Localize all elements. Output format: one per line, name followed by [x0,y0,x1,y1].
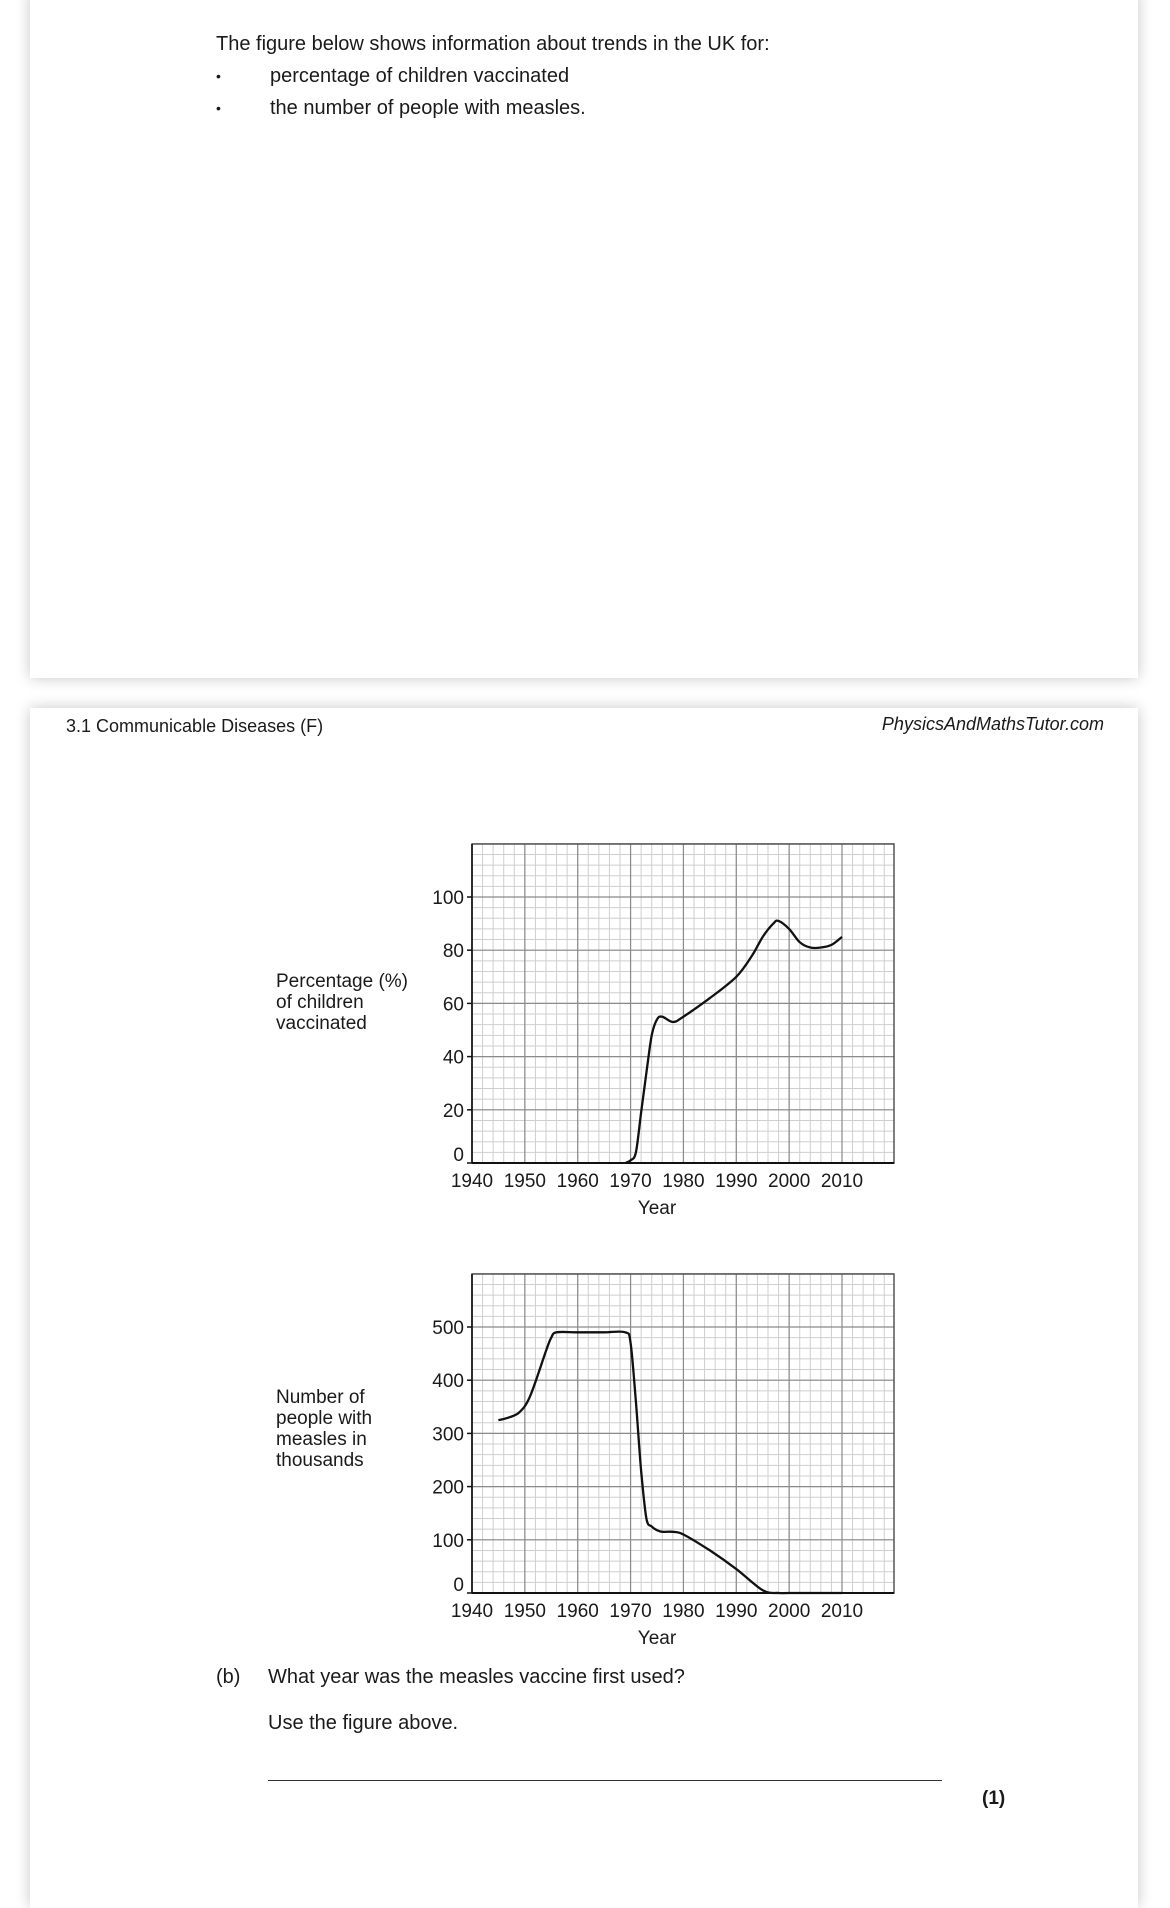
series-line [625,921,842,1163]
x-tick-label: 1990 [715,1601,758,1622]
question-label: (b) [216,1666,241,1688]
x-tick-label: 1970 [609,1171,652,1192]
x-tick-label: 2010 [820,1171,864,1192]
watermark-text: PhysicsAndMathsTutor.com [881,714,1104,734]
x-tick-label: 1970 [609,1601,652,1622]
y-tick-label: 60 [442,994,464,1016]
y-tick-label: 0 [453,1575,464,1596]
x-tick-label: 1940 [450,1601,494,1622]
topic-header: 3.1 Communicable Diseases (F) [66,716,324,736]
x-tick-label: 1980 [662,1171,705,1192]
y-axis-label: thousands [276,1450,364,1471]
y-tick-label: 200 [432,1477,464,1499]
x-tick-label: 1960 [556,1171,599,1192]
y-tick-label: 0 [453,1145,464,1166]
x-tick-label: 1950 [503,1171,546,1192]
y-tick-label: 300 [432,1424,464,1446]
y-axis-label: of children [276,992,364,1013]
x-axis-label: Year [637,1628,677,1649]
x-tick-label: 1960 [556,1601,599,1622]
x-tick-label: 1940 [450,1171,494,1192]
x-tick-label: 1990 [715,1171,758,1192]
vaccination-chart [0,820,1170,1220]
answer-line[interactable] [268,1780,942,1781]
bullet-list [216,60,770,124]
marks-label: (1) [982,1788,1006,1809]
question-text: What year was the measles vaccine first used? [268,1666,685,1688]
x-axis-label: Year [637,1198,677,1219]
x-tick-label: 2000 [768,1171,811,1192]
measles-chart [0,1250,1170,1650]
y-axis-label: people with [276,1408,373,1429]
y-tick-label: 80 [442,941,464,963]
y-tick-label: 40 [442,1047,464,1069]
bullet-icon: • [216,100,221,116]
y-tick-label: 500 [432,1318,464,1339]
bullet-icon: • [216,68,221,84]
x-tick-label: 2010 [820,1601,864,1622]
y-tick-label: 400 [432,1371,464,1393]
intro-block [216,28,770,124]
y-axis-label: Number of [276,1387,365,1408]
y-axis-label: vaccinated [276,1013,367,1034]
series-line [498,1332,842,1594]
bullet-item: • percentage of children vaccinated [216,60,770,92]
x-tick-label: 2000 [768,1601,811,1622]
x-tick-label: 1980 [662,1601,705,1622]
x-tick-label: 1950 [503,1601,546,1622]
y-axis-label: measles in [276,1429,367,1450]
y-tick-label: 100 [432,1530,464,1552]
y-axis-label: Percentage (%) [276,971,409,992]
intro-text: The figure below shows information about trends in the UK for: [216,33,770,55]
bullet-item: • the number of people with measles. [216,92,770,124]
y-tick-label: 20 [442,1100,464,1122]
y-tick-label: 100 [432,888,464,909]
question-instruction: Use the figure above. [268,1712,459,1734]
